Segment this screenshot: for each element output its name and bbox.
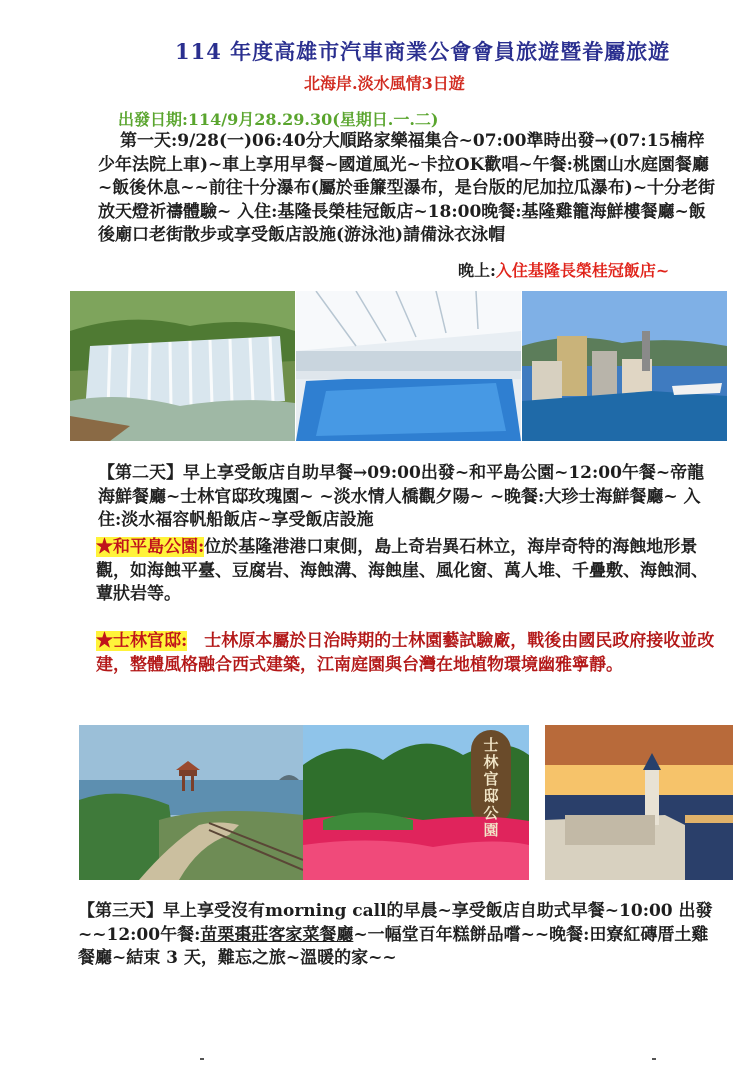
page-mark bbox=[200, 1058, 204, 1060]
day1-night-note bbox=[458, 258, 669, 281]
tamsui-hotel-sunset-photo bbox=[545, 725, 733, 880]
day3-itinerary bbox=[78, 900, 713, 971]
day3-prefix: 【第三天】早上享受沒有morning call的早晨~享受飯店自助式早餐~10:00 出發~~12:00午餐: bbox=[78, 901, 713, 945]
page-title: 114 年度高雄市汽車商業公會會員旅遊暨眷屬旅遊 bbox=[175, 39, 671, 64]
heping-label: ★和平島公園: bbox=[96, 537, 205, 557]
hotel-pool-photo bbox=[296, 291, 521, 441]
day3-lunch-restaurant: 苗栗棗莊客家菜餐廳 bbox=[200, 924, 354, 945]
keelung-harbor-photo bbox=[522, 291, 727, 441]
shilin-sign-text: 士林官邸公園 bbox=[483, 736, 499, 839]
heping-text: 位於基隆港港口東側，島上奇岩異石林立，海岸奇特的海蝕地形景觀，如海蝕平臺、豆腐岩、海蝕溝、海蝕崖、風化窗、萬人堆、千疊敷、海蝕洞、蕈狀岩等。 bbox=[96, 537, 708, 604]
page-mark bbox=[652, 1058, 656, 1060]
day3-suffix: ~一幅堂百年糕餅品嚐~~晚餐:田寮紅磚厝土雞餐廳~結束 3 天，難忘之旅~溫暖的家~~ bbox=[78, 924, 709, 968]
heping-island-photo bbox=[79, 725, 303, 880]
shilin-residence-description bbox=[96, 630, 716, 677]
night-hotel: 入住基隆長榮桂冠飯店~ bbox=[495, 261, 670, 280]
heping-island-description bbox=[96, 536, 716, 607]
tour-subtitle: 北海岸.淡水風情3日遊 bbox=[304, 74, 465, 93]
shilin-text: 士林原本屬於日治時期的士林園藝試驗廠，戰後由國民政府接收並改建，整體風格融合西式建築，江南庭園與台灣在地植物環境幽雅寧靜。 bbox=[96, 631, 715, 675]
departure-dates: 出發日期:114/9月28.29.30(星期日.一.二) bbox=[118, 110, 439, 129]
shilin-label: ★士林官邸: bbox=[96, 631, 188, 651]
shilin-rose-garden-photo bbox=[303, 725, 529, 880]
night-label: 晚上: bbox=[458, 261, 496, 280]
day2-itinerary: 【第二天】早上享受飯店自助早餐→09:00出發~和平島公園~12:00午餐~帝龍 海鮮餐廳~士林官邸玫瑰園~ ~淡水情人橋觀夕陽~ ~晚餐:大珍士海鮮餐廳~ 入住:淡水福容帆船飯店~享受飯店設施 bbox=[98, 463, 722, 530]
shifen-waterfall-photo bbox=[70, 291, 295, 441]
day1-itinerary: 第一天:9/28(一)06:40分大順路家樂福集合~07:00準時出發→(07:15楠梓少年法院上車)~車上享用早餐~國道風光~卡拉OK歡唱~午餐:桃園山水庭園餐廳~飯後休息~~前往十分瀑布(屬於垂簾型瀑布，是台版的尼加拉瓜瀑布)~十分老街放天燈祈禱體驗~ 入住:基隆長榮桂冠飯店~18:00晚餐:基隆雞籠海鮮樓餐廳~飯後廟口老街散步或享受飯店設施(游泳池)請備泳衣泳帽 bbox=[98, 131, 716, 245]
